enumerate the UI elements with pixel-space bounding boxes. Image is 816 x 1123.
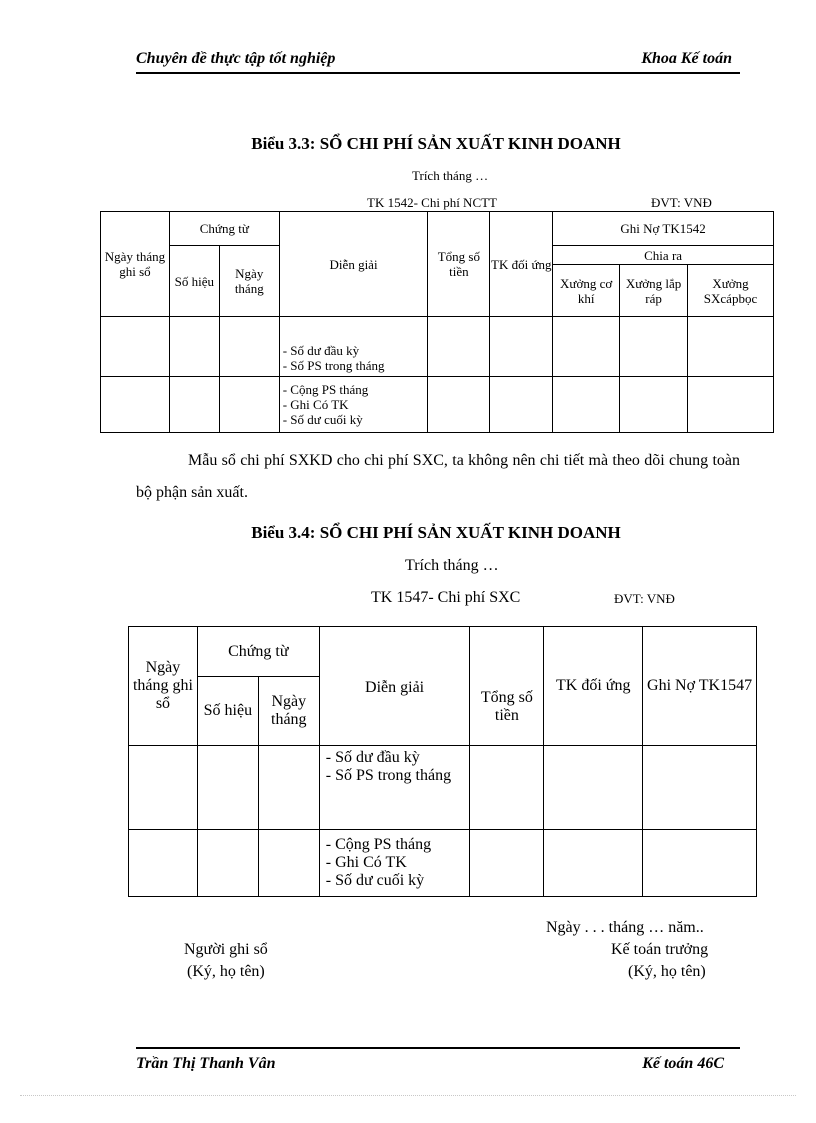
- form1-account: TK 1542- Chi phí NCTT: [367, 195, 497, 210]
- col-number-header: Số hiệu: [197, 677, 258, 746]
- form1-unit: ĐVT: VNĐ: [651, 195, 712, 210]
- form2-unit: ĐVT: VNĐ: [614, 591, 675, 606]
- col-voucher-header: Chứng từ: [169, 212, 279, 246]
- col-date-header: Ngày tháng ghi sổ: [101, 212, 170, 317]
- col-description-header: Diễn giải: [279, 212, 428, 317]
- form2-table: [128, 626, 757, 897]
- col-voucher-date-header: Ngày tháng: [219, 246, 279, 317]
- col-contra-header: TK đối ứng: [490, 212, 553, 317]
- form1-title: Biểu 3.3: SỔ CHI PHÍ SẢN XUẤT KINH DOANH: [251, 134, 621, 153]
- signature-chief-note: (Ký, họ tên): [628, 963, 706, 980]
- col-total-header: Tổng số tiền: [470, 627, 544, 746]
- col-date-header: Ngày tháng ghi sổ: [129, 627, 198, 746]
- col-voucher-header: Chứng từ: [197, 627, 319, 677]
- col-contra-header: TK đối ứng: [544, 627, 643, 746]
- col-workshop3-header: Xưởng SXcápbọc: [688, 265, 774, 317]
- table-row: [129, 746, 757, 830]
- header-right: Khoa Kế toán: [641, 50, 732, 67]
- col-debit-header: Ghi Nợ TK1547: [643, 627, 757, 746]
- table-row: [101, 377, 774, 433]
- col-split-header: Chia ra: [553, 246, 774, 265]
- signature-date: Ngày . . . tháng … năm..: [546, 919, 704, 936]
- col-description-header: Diễn giải: [319, 627, 470, 746]
- form1-subtitle: Trích tháng …: [412, 168, 489, 183]
- signature-chief: Kế toán trưởng: [611, 941, 709, 958]
- table-row: [129, 830, 757, 897]
- description-cell: - Số dư đầu kỳ - Số PS trong tháng: [279, 317, 428, 377]
- col-number-header: Số hiệu: [169, 246, 219, 317]
- header-rule: [136, 72, 740, 74]
- table-row: [101, 317, 774, 377]
- form2-account: TK 1547- Chi phí SXC: [371, 589, 521, 606]
- form2-title: Biểu 3.4: SỔ CHI PHÍ SẢN XUẤT KINH DOANH: [251, 523, 621, 542]
- footer-right: Kế toán 46C: [642, 1055, 724, 1072]
- footer-rule: [136, 1047, 740, 1049]
- page-edge: [20, 1095, 796, 1096]
- signature-recorder: Người ghi sổ: [184, 941, 268, 958]
- header-left: Chuyên đề thực tập tốt nghiệp: [136, 50, 336, 67]
- footer-left: Trần Thị Thanh Vân: [136, 1055, 276, 1072]
- col-workshop2-header: Xưởng lắp ráp: [620, 265, 688, 317]
- col-debit-header: Ghi Nợ TK1542: [553, 212, 774, 246]
- description-cell: - Số dư đầu kỳ - Số PS trong tháng: [319, 746, 470, 830]
- form2-subtitle: Trích tháng …: [405, 557, 499, 574]
- col-total-header: Tổng số tiền: [428, 212, 490, 317]
- form1-table: [100, 211, 774, 433]
- col-workshop1-header: Xưởng cơ khí: [553, 265, 620, 317]
- description-cell: - Cộng PS tháng - Ghi Có TK - Số dư cuối kỳ: [279, 377, 428, 433]
- description-cell: - Cộng PS tháng - Ghi Có TK - Số dư cuối kỳ: [319, 830, 470, 897]
- signature-recorder-note: (Ký, họ tên): [187, 963, 265, 980]
- col-voucher-date-header: Ngày tháng: [258, 677, 319, 746]
- body-paragraph: Mẫu sổ chi phí SXKD cho chi phí SXC, ta không nên chi tiết mà theo dõi chung toàn bộ phận sản xuất.: [136, 452, 740, 501]
